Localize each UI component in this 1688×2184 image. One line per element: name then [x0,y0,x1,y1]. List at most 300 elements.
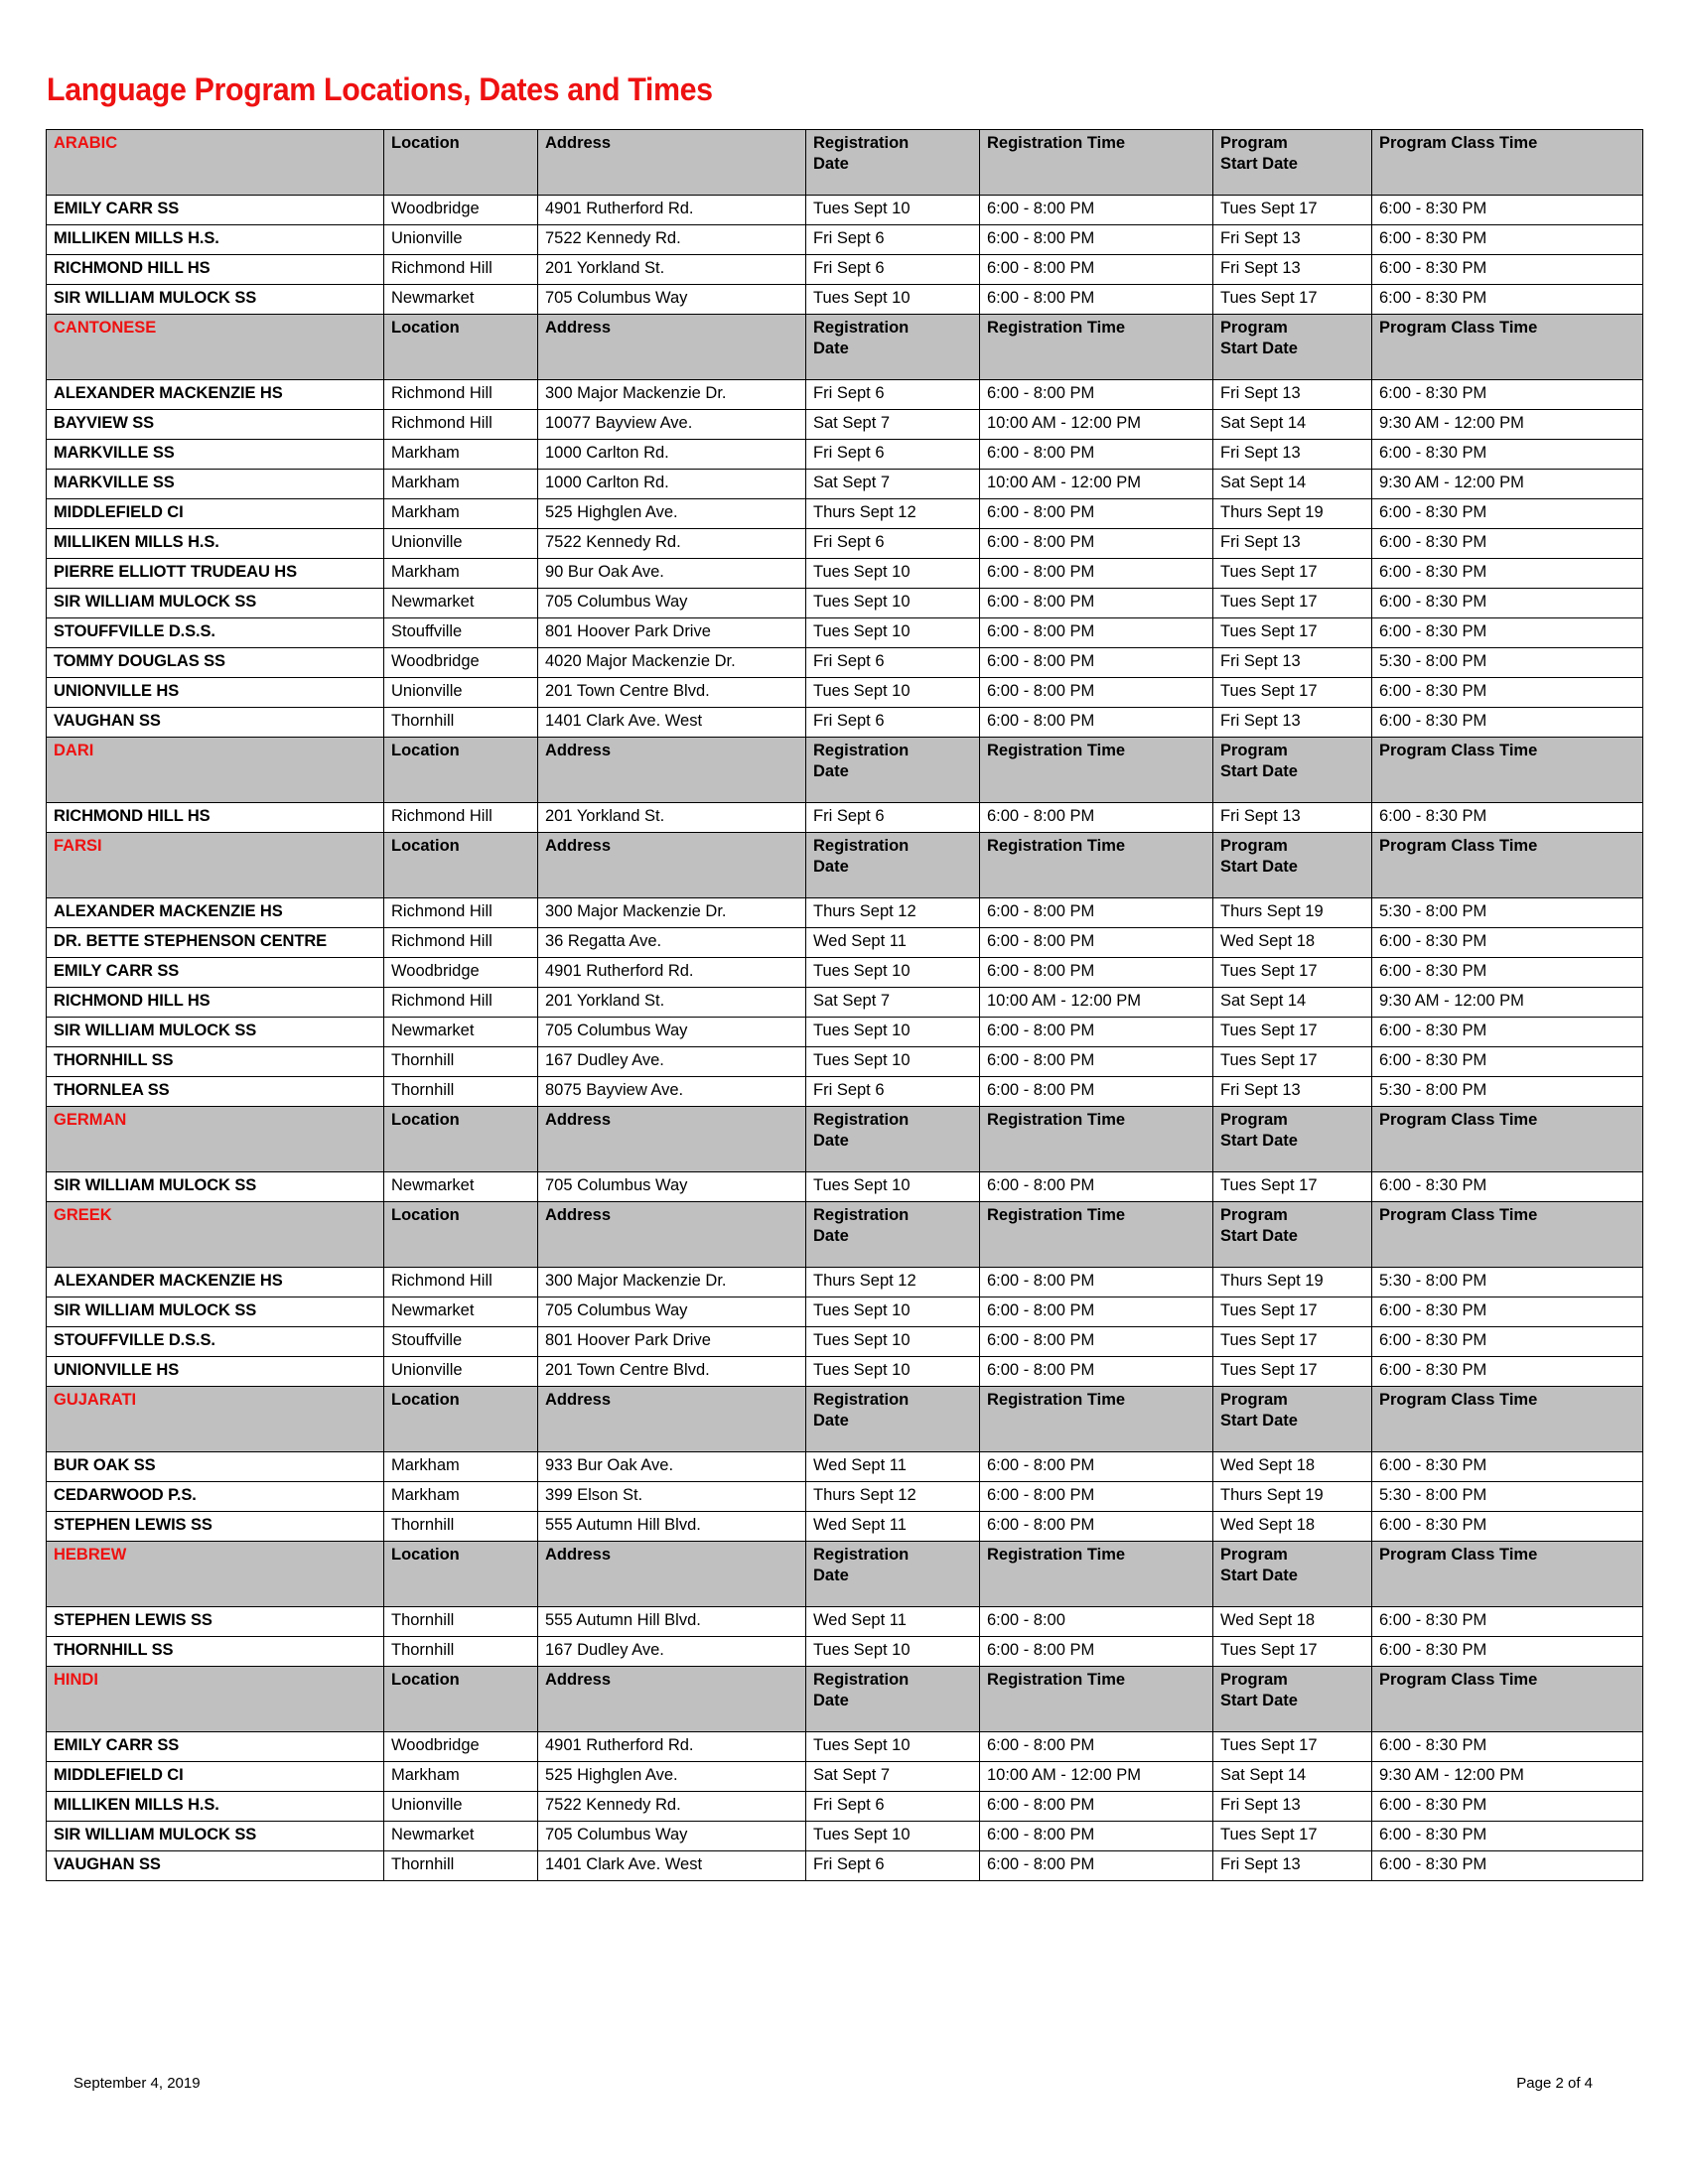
cell-address: 525 Highglen Ave. [538,1762,806,1792]
cell-program-class-time: 5:30 - 8:00 PM [1372,898,1643,928]
cell-school: VAUGHAN SS [47,1851,384,1881]
cell-program-class-time: 6:00 - 8:30 PM [1372,678,1643,708]
table-row [47,440,1643,470]
column-header-registration-date [806,1667,980,1732]
cell-registration-date: Fri Sept 6 [806,648,980,678]
column-header-program-class-time [1372,1107,1643,1172]
cell-program-start-date: Fri Sept 13 [1213,225,1372,255]
table-row [47,1268,1643,1297]
cell-registration-time: 6:00 - 8:00 PM [980,285,1213,315]
cell-registration-time: 6:00 - 8:00 PM [980,1357,1213,1387]
column-header-address [538,130,806,196]
language-name: GERMAN [47,1107,384,1172]
column-header-location-line1: Location [391,319,460,337]
language-name: GREEK [47,1202,384,1268]
language-name: HEBREW [47,1542,384,1607]
cell-registration-date: Fri Sept 6 [806,255,980,285]
cell-registration-date: Sat Sept 7 [806,410,980,440]
cell-location: Thornhill [384,1077,538,1107]
cell-location: Markham [384,1762,538,1792]
cell-program-start-date: Tues Sept 17 [1213,1297,1372,1327]
cell-location: Newmarket [384,589,538,618]
column-header-registration-time [980,315,1213,380]
table-row [47,1297,1643,1327]
table-row [47,1172,1643,1202]
table-row [47,1851,1643,1881]
language-name: HINDI [47,1667,384,1732]
column-header-program-start-date-line2: Start Date [1220,155,1298,174]
column-header-program-start-date-line1: Program [1220,837,1288,855]
cell-program-class-time: 6:00 - 8:30 PM [1372,1851,1643,1881]
column-header-registration-time-line1: Registration Time [987,837,1126,855]
cell-location: Unionville [384,1792,538,1822]
column-header-registration-date [806,130,980,196]
column-header-program-class-time [1372,1387,1643,1452]
table-row [47,1607,1643,1637]
cell-program-class-time: 6:00 - 8:30 PM [1372,1732,1643,1762]
cell-program-start-date: Tues Sept 17 [1213,285,1372,315]
cell-school: STEPHEN LEWIS SS [47,1512,384,1542]
cell-program-class-time: 6:00 - 8:30 PM [1372,1357,1643,1387]
cell-location: Richmond Hill [384,898,538,928]
cell-address: 525 Highglen Ave. [538,499,806,529]
table-row [47,589,1643,618]
cell-registration-time: 6:00 - 8:00 PM [980,1851,1213,1881]
table-row [47,1482,1643,1512]
column-header-program-start-date [1213,1387,1372,1452]
table-row [47,196,1643,225]
cell-address: 8075 Bayview Ave. [538,1077,806,1107]
cell-registration-date: Wed Sept 11 [806,1607,980,1637]
cell-address: 1000 Carlton Rd. [538,440,806,470]
column-header-location [384,833,538,898]
cell-address: 801 Hoover Park Drive [538,618,806,648]
cell-registration-time: 6:00 - 8:00 PM [980,196,1213,225]
cell-address: 801 Hoover Park Drive [538,1327,806,1357]
cell-program-start-date: Thurs Sept 19 [1213,499,1372,529]
cell-registration-date: Thurs Sept 12 [806,1268,980,1297]
cell-registration-date: Fri Sept 6 [806,225,980,255]
column-header-program-start-date-line1: Program [1220,1206,1288,1224]
cell-registration-date: Thurs Sept 12 [806,1482,980,1512]
cell-school: SIR WILLIAM MULOCK SS [47,1822,384,1851]
cell-school: SIR WILLIAM MULOCK SS [47,1018,384,1047]
cell-address: 201 Yorkland St. [538,988,806,1018]
cell-address: 1000 Carlton Rd. [538,470,806,499]
column-header-registration-time [980,738,1213,803]
column-header-program-start-date-line1: Program [1220,1391,1288,1409]
column-header-address-line1: Address [545,1111,612,1129]
table-row [47,898,1643,928]
cell-school: PIERRE ELLIOTT TRUDEAU HS [47,559,384,589]
language-header-row [47,833,1643,898]
cell-program-class-time: 5:30 - 8:00 PM [1372,1482,1643,1512]
cell-location: Thornhill [384,1607,538,1637]
cell-program-start-date: Wed Sept 18 [1213,1512,1372,1542]
cell-school: THORNLEA SS [47,1077,384,1107]
cell-school: THORNHILL SS [47,1637,384,1667]
column-header-address-line1: Address [545,134,612,152]
cell-registration-time: 10:00 AM - 12:00 PM [980,470,1213,499]
cell-address: 399 Elson St. [538,1482,806,1512]
cell-program-class-time: 6:00 - 8:30 PM [1372,285,1643,315]
cell-registration-date: Tues Sept 10 [806,589,980,618]
table-row [47,255,1643,285]
cell-program-start-date: Sat Sept 14 [1213,410,1372,440]
column-header-program-start-date-line2: Start Date [1220,1567,1298,1585]
column-header-registration-date-line2: Date [813,340,849,358]
column-header-address-line1: Address [545,1546,612,1564]
language-header-row [47,738,1643,803]
cell-registration-date: Tues Sept 10 [806,618,980,648]
column-header-program-start-date-line2: Start Date [1220,1227,1298,1246]
cell-address: 555 Autumn Hill Blvd. [538,1512,806,1542]
cell-school: STOUFFVILLE D.S.S. [47,618,384,648]
cell-registration-time: 10:00 AM - 12:00 PM [980,410,1213,440]
cell-registration-date: Tues Sept 10 [806,1018,980,1047]
table-row [47,380,1643,410]
cell-registration-date: Fri Sept 6 [806,708,980,738]
cell-location: Unionville [384,529,538,559]
cell-program-class-time: 6:00 - 8:30 PM [1372,380,1643,410]
cell-registration-time: 6:00 - 8:00 PM [980,648,1213,678]
column-header-program-class-time-line1: Program Class Time [1379,1391,1538,1409]
column-header-registration-date-line2: Date [813,1692,849,1710]
page-title: Language Program Locations, Dates and Times [47,71,713,107]
column-header-address-line1: Address [545,1206,612,1224]
cell-registration-time: 6:00 - 8:00 PM [980,803,1213,833]
cell-registration-time: 6:00 - 8:00 PM [980,1637,1213,1667]
column-header-address [538,833,806,898]
cell-registration-time: 6:00 - 8:00 PM [980,380,1213,410]
cell-address: 4901 Rutherford Rd. [538,958,806,988]
table-row [47,1047,1643,1077]
cell-school: EMILY CARR SS [47,1732,384,1762]
cell-location: Richmond Hill [384,255,538,285]
column-header-program-start-date [1213,738,1372,803]
table-row [47,1512,1643,1542]
column-header-address-line1: Address [545,1671,612,1689]
table-row [47,1357,1643,1387]
cell-registration-time: 6:00 - 8:00 PM [980,1452,1213,1482]
cell-address: 36 Regatta Ave. [538,928,806,958]
footer-page-number: Page 2 of 4 [1516,2075,1593,2092]
column-header-registration-time [980,833,1213,898]
cell-school: BUR OAK SS [47,1452,384,1482]
cell-program-class-time: 5:30 - 8:00 PM [1372,1077,1643,1107]
column-header-program-class-time-line1: Program Class Time [1379,1111,1538,1129]
column-header-registration-time [980,1107,1213,1172]
cell-program-class-time: 6:00 - 8:30 PM [1372,1607,1643,1637]
column-header-program-start-date-line1: Program [1220,1111,1288,1129]
column-header-address [538,738,806,803]
table-row [47,559,1643,589]
cell-program-class-time: 6:00 - 8:30 PM [1372,559,1643,589]
column-header-program-class-time-line1: Program Class Time [1379,134,1538,152]
column-header-program-start-date-line2: Start Date [1220,762,1298,781]
column-header-registration-date-line1: Registration [813,837,910,855]
cell-program-class-time: 6:00 - 8:30 PM [1372,1047,1643,1077]
cell-school: STEPHEN LEWIS SS [47,1607,384,1637]
cell-location: Woodbridge [384,1732,538,1762]
cell-program-start-date: Thurs Sept 19 [1213,1268,1372,1297]
cell-address: 1401 Clark Ave. West [538,708,806,738]
cell-school: UNIONVILLE HS [47,678,384,708]
column-header-registration-date [806,315,980,380]
column-header-registration-time-line1: Registration Time [987,134,1126,152]
column-header-program-class-time-line1: Program Class Time [1379,837,1538,855]
cell-location: Richmond Hill [384,1268,538,1297]
cell-program-class-time: 9:30 AM - 12:00 PM [1372,988,1643,1018]
cell-registration-time: 6:00 - 8:00 PM [980,255,1213,285]
cell-program-class-time: 6:00 - 8:30 PM [1372,1297,1643,1327]
cell-location: Unionville [384,225,538,255]
column-header-registration-date-line2: Date [813,858,849,877]
cell-address: 705 Columbus Way [538,1172,806,1202]
column-header-address-line1: Address [545,319,612,337]
cell-program-start-date: Tues Sept 17 [1213,196,1372,225]
column-header-program-start-date-line1: Program [1220,1546,1288,1564]
cell-registration-date: Thurs Sept 12 [806,499,980,529]
cell-school: DR. BETTE STEPHENSON CENTRE [47,928,384,958]
cell-program-start-date: Fri Sept 13 [1213,440,1372,470]
cell-address: 90 Bur Oak Ave. [538,559,806,589]
cell-program-start-date: Tues Sept 17 [1213,1018,1372,1047]
cell-school: MILLIKEN MILLS H.S. [47,225,384,255]
cell-school: ALEXANDER MACKENZIE HS [47,898,384,928]
cell-program-class-time: 6:00 - 8:30 PM [1372,1512,1643,1542]
column-header-program-start-date [1213,130,1372,196]
column-header-location-line1: Location [391,1546,460,1564]
cell-school: THORNHILL SS [47,1047,384,1077]
table-row [47,225,1643,255]
column-header-program-start-date-line2: Start Date [1220,1132,1298,1151]
table-row [47,958,1643,988]
cell-school: SIR WILLIAM MULOCK SS [47,589,384,618]
language-header-row [47,1667,1643,1732]
column-header-location [384,315,538,380]
column-header-program-class-time-line1: Program Class Time [1379,1206,1538,1224]
cell-program-start-date: Fri Sept 13 [1213,255,1372,285]
cell-program-start-date: Wed Sept 18 [1213,1452,1372,1482]
cell-school: RICHMOND HILL HS [47,988,384,1018]
cell-registration-date: Tues Sept 10 [806,1297,980,1327]
cell-registration-time: 6:00 - 8:00 PM [980,928,1213,958]
cell-program-class-time: 6:00 - 8:30 PM [1372,1327,1643,1357]
cell-registration-date: Wed Sept 11 [806,928,980,958]
cell-school: RICHMOND HILL HS [47,803,384,833]
column-header-location [384,1542,538,1607]
language-name: GUJARATI [47,1387,384,1452]
table-row [47,1637,1643,1667]
cell-program-class-time: 6:00 - 8:30 PM [1372,928,1643,958]
cell-program-start-date: Fri Sept 13 [1213,1851,1372,1881]
language-name: ARABIC [47,130,384,196]
cell-program-start-date: Sat Sept 14 [1213,470,1372,499]
cell-program-start-date: Thurs Sept 19 [1213,1482,1372,1512]
column-header-address [538,1202,806,1268]
column-header-registration-date-line1: Registration [813,134,910,152]
cell-location: Markham [384,559,538,589]
cell-registration-time: 6:00 - 8:00 PM [980,708,1213,738]
column-header-registration-date-line2: Date [813,1132,849,1151]
cell-registration-time: 6:00 - 8:00 PM [980,1172,1213,1202]
table-row [47,1077,1643,1107]
column-header-location [384,1667,538,1732]
column-header-program-start-date [1213,1107,1372,1172]
cell-school: STOUFFVILLE D.S.S. [47,1327,384,1357]
cell-school: CEDARWOOD P.S. [47,1482,384,1512]
table-row [47,1732,1643,1762]
column-header-program-class-time [1372,130,1643,196]
table-row [47,803,1643,833]
cell-registration-date: Tues Sept 10 [806,1327,980,1357]
column-header-program-start-date [1213,833,1372,898]
column-header-registration-date-line1: Registration [813,1546,910,1564]
cell-program-start-date: Tues Sept 17 [1213,559,1372,589]
cell-program-class-time: 6:00 - 8:30 PM [1372,499,1643,529]
column-header-registration-date [806,1542,980,1607]
cell-address: 201 Yorkland St. [538,803,806,833]
cell-registration-time: 6:00 - 8:00 PM [980,1018,1213,1047]
cell-program-start-date: Tues Sept 17 [1213,1732,1372,1762]
cell-location: Markham [384,470,538,499]
cell-address: 1401 Clark Ave. West [538,1851,806,1881]
column-header-registration-date-line1: Registration [813,319,910,337]
cell-address: 300 Major Mackenzie Dr. [538,898,806,928]
language-header-row [47,1202,1643,1268]
column-header-program-start-date-line2: Start Date [1220,858,1298,877]
cell-school: SIR WILLIAM MULOCK SS [47,1172,384,1202]
column-header-program-class-time [1372,738,1643,803]
column-header-registration-date-line2: Date [813,1412,849,1431]
column-header-program-start-date-line2: Start Date [1220,340,1298,358]
cell-address: 705 Columbus Way [538,285,806,315]
column-header-location [384,738,538,803]
table-row [47,285,1643,315]
cell-registration-time: 6:00 - 8:00 PM [980,1482,1213,1512]
column-header-program-start-date-line1: Program [1220,742,1288,759]
cell-school: MILLIKEN MILLS H.S. [47,1792,384,1822]
cell-registration-date: Fri Sept 6 [806,803,980,833]
cell-program-class-time: 6:00 - 8:30 PM [1372,529,1643,559]
cell-registration-time: 6:00 - 8:00 PM [980,1077,1213,1107]
cell-location: Unionville [384,1357,538,1387]
column-header-program-class-time-line1: Program Class Time [1379,1546,1538,1564]
column-header-location-line1: Location [391,134,460,152]
column-header-program-start-date-line1: Program [1220,134,1288,152]
column-header-address [538,315,806,380]
cell-registration-time: 6:00 - 8:00 PM [980,958,1213,988]
cell-program-class-time: 6:00 - 8:30 PM [1372,589,1643,618]
column-header-registration-time-line1: Registration Time [987,1111,1126,1129]
cell-program-class-time: 6:00 - 8:30 PM [1372,440,1643,470]
cell-program-class-time: 6:00 - 8:30 PM [1372,958,1643,988]
cell-location: Newmarket [384,1297,538,1327]
cell-registration-time: 6:00 - 8:00 [980,1607,1213,1637]
column-header-location-line1: Location [391,1391,460,1409]
column-header-program-start-date [1213,1667,1372,1732]
cell-registration-time: 6:00 - 8:00 PM [980,1297,1213,1327]
column-header-program-class-time [1372,315,1643,380]
cell-address: 300 Major Mackenzie Dr. [538,1268,806,1297]
column-header-registration-time-line1: Registration Time [987,1546,1126,1564]
cell-school: BAYVIEW SS [47,410,384,440]
column-header-location-line1: Location [391,1671,460,1689]
cell-program-class-time: 6:00 - 8:30 PM [1372,803,1643,833]
cell-school: SIR WILLIAM MULOCK SS [47,285,384,315]
column-header-registration-time [980,1542,1213,1607]
cell-program-class-time: 6:00 - 8:30 PM [1372,1792,1643,1822]
cell-program-start-date: Fri Sept 13 [1213,1792,1372,1822]
table-row [47,1327,1643,1357]
column-header-location-line1: Location [391,742,460,759]
cell-school: MILLIKEN MILLS H.S. [47,529,384,559]
cell-registration-time: 6:00 - 8:00 PM [980,898,1213,928]
cell-program-class-time: 6:00 - 8:30 PM [1372,1172,1643,1202]
cell-location: Stouffville [384,618,538,648]
column-header-registration-date-line1: Registration [813,1206,910,1224]
cell-registration-time: 10:00 AM - 12:00 PM [980,1762,1213,1792]
cell-registration-time: 6:00 - 8:00 PM [980,559,1213,589]
cell-school: TOMMY DOUGLAS SS [47,648,384,678]
cell-registration-time: 6:00 - 8:00 PM [980,618,1213,648]
cell-registration-date: Wed Sept 11 [806,1452,980,1482]
cell-school: MARKVILLE SS [47,440,384,470]
cell-registration-date: Tues Sept 10 [806,1172,980,1202]
cell-location: Richmond Hill [384,803,538,833]
cell-registration-date: Tues Sept 10 [806,285,980,315]
cell-location: Thornhill [384,708,538,738]
cell-registration-date: Tues Sept 10 [806,559,980,589]
language-header-row [47,1107,1643,1172]
cell-address: 201 Town Centre Blvd. [538,678,806,708]
table-row [47,499,1643,529]
cell-program-start-date: Wed Sept 18 [1213,928,1372,958]
cell-program-start-date: Fri Sept 13 [1213,803,1372,833]
column-header-registration-time-line1: Registration Time [987,1391,1126,1409]
cell-program-class-time: 6:00 - 8:30 PM [1372,708,1643,738]
column-header-registration-date-line1: Registration [813,1391,910,1409]
column-header-address-line1: Address [545,742,612,759]
cell-school: RICHMOND HILL HS [47,255,384,285]
cell-location: Stouffville [384,1327,538,1357]
column-header-registration-date-line2: Date [813,155,849,174]
column-header-address [538,1387,806,1452]
column-header-registration-date-line1: Registration [813,1671,910,1689]
column-header-address [538,1667,806,1732]
cell-school: SIR WILLIAM MULOCK SS [47,1297,384,1327]
cell-address: 201 Yorkland St. [538,255,806,285]
cell-address: 300 Major Mackenzie Dr. [538,380,806,410]
column-header-program-start-date-line2: Start Date [1220,1412,1298,1431]
column-header-program-start-date-line2: Start Date [1220,1692,1298,1710]
cell-location: Woodbridge [384,648,538,678]
cell-program-start-date: Tues Sept 17 [1213,589,1372,618]
cell-program-start-date: Sat Sept 14 [1213,988,1372,1018]
table-row [47,1822,1643,1851]
column-header-registration-date [806,833,980,898]
cell-address: 4901 Rutherford Rd. [538,1732,806,1762]
column-header-registration-date-line1: Registration [813,742,910,759]
column-header-registration-time-line1: Registration Time [987,1206,1126,1224]
cell-registration-date: Tues Sept 10 [806,1047,980,1077]
cell-location: Thornhill [384,1047,538,1077]
cell-registration-date: Tues Sept 10 [806,196,980,225]
cell-program-start-date: Tues Sept 17 [1213,678,1372,708]
cell-program-start-date: Tues Sept 17 [1213,1637,1372,1667]
cell-address: 705 Columbus Way [538,1822,806,1851]
